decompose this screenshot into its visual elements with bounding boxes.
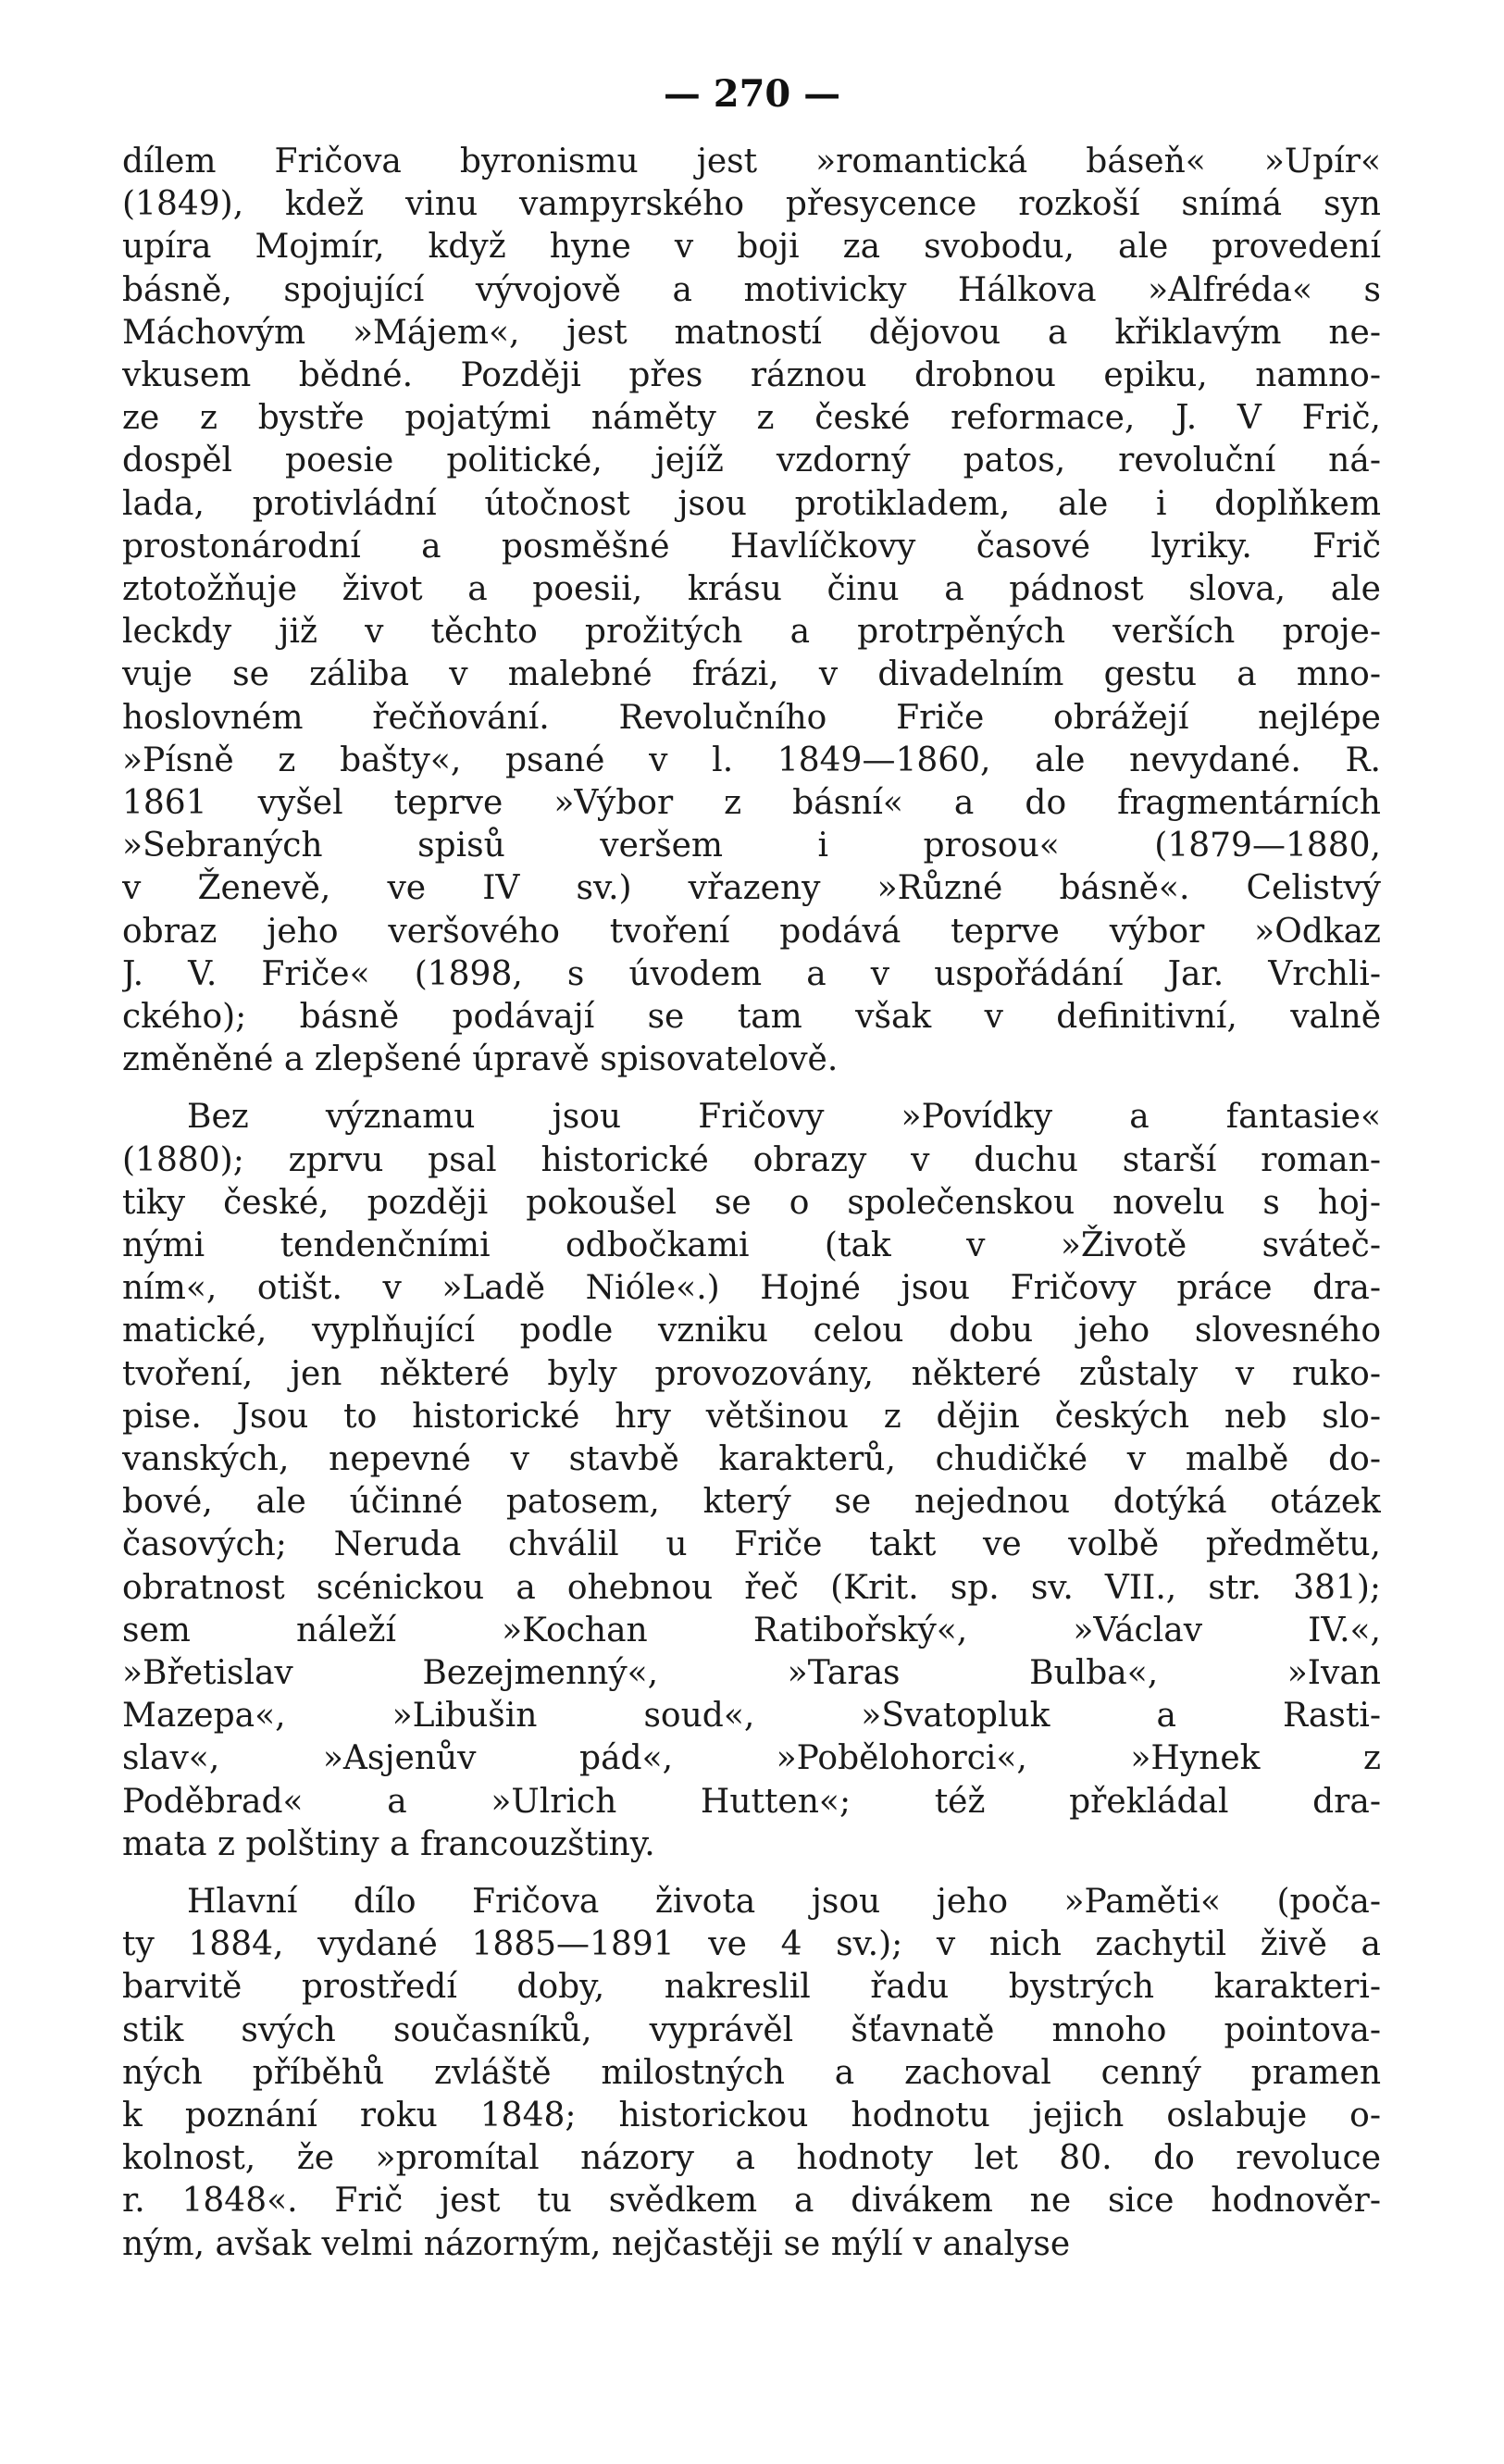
- text-line: Hlavní dílo Fričova života jsou jeho »Paměti« (poča-: [187, 1883, 1381, 1921]
- text-line: Máchovým »Májem«, jest matností dějovou a křiklavým ne-: [122, 313, 1381, 352]
- text-line: ckého); básně podávají se tam však v definitivní, valně: [122, 998, 1381, 1036]
- text-line: »Písně z bašty«, psané v l. 1849—1860, ale nevydané. R.: [122, 740, 1381, 779]
- text-line: ty 1884, vydané 1885—1891 ve 4 sv.); v nich zachytil živě a: [122, 1925, 1381, 1964]
- text-line: Mazepa«, »Libušin soud«, »Svatopluk a Rasti-: [122, 1697, 1381, 1736]
- text-line: ných příběhů zvláště milostných a zachoval cenný pramen: [122, 2053, 1381, 2092]
- text-line: k poznání roku 1848; historickou hodnotu jejich oslabuje o-: [122, 2097, 1381, 2134]
- text-line: vanských, nepevné v stavbě karakterů, chudičké v malbě do-: [122, 1440, 1381, 1478]
- text-line: vkusem bědné. Později přes ráznou drobnou epiku, namno-: [122, 356, 1381, 394]
- text-line: sem náleží »Kochan Ratibořský«, »Václav IV.«,: [122, 1611, 1381, 1649]
- text-line: »Sebraných spisů veršem i prosou« (1879—1880,: [122, 827, 1381, 865]
- text-line: časových; Neruda chválil u Friče takt ve volbě předmětu,: [122, 1525, 1381, 1564]
- text-line: »Břetislav Bezejmenný«, »Taras Bulba«, »Ivan: [122, 1654, 1381, 1692]
- text-line: leckdy již v těchto prožitých a protrpěných verších proje-: [122, 613, 1381, 652]
- text-line: r. 1848«. Frič jest tu svědkem a divákem ne sice hodnověr-: [122, 2182, 1381, 2221]
- text-line: slav«, »Asjenův pád«, »Pobělohorci«, »Hynek z: [122, 1739, 1381, 1778]
- text-line: kolnost, že »promítal názory a hodnoty let 80. do revoluce: [122, 2139, 1381, 2178]
- text-line: ze z bystře pojatými náměty z české reformace, J. V Frič,: [122, 399, 1381, 438]
- text-line: dospěl poesie politické, jejíž vzdorný patos, revoluční ná-: [122, 442, 1381, 480]
- text-line: pise. Jsou to historické hry většinou z dějin českých neb slo-: [122, 1397, 1381, 1436]
- text-line: hoslovném řečňování. Revolučního Friče obrážejí nejlépe: [122, 698, 1381, 737]
- text-line: změněné a zlepšené úpravě spisovatelově.: [122, 1040, 839, 1079]
- text-line: tvoření, jen některé byly provozovány, některé zůstaly v ruko-: [122, 1354, 1381, 1393]
- text-line: vuje se záliba v malebné frázi, v divadelním gestu a mno-: [122, 655, 1381, 694]
- text-line: upíra Mojmír, když hyne v boji za svobodu, ale provedení: [122, 228, 1381, 267]
- text-line: básně, spojující vývojově a motivicky Hálkova »Alfréda« s: [122, 270, 1381, 309]
- text-line: ním«, otišt. v »Ladě Nióle«.) Hojné jsou Fričovy práce dra-: [122, 1269, 1381, 1308]
- text-line: mata z polštiny a francouzštiny.: [122, 1824, 655, 1863]
- page-number: — 270 —: [663, 72, 841, 116]
- text-line: bové, ale účinné patosem, který se nejednou dotýká otázek: [122, 1483, 1381, 1522]
- text-line: stik svých současníků, vyprávěl šťavnatě mnoho pointova-: [122, 2010, 1381, 2049]
- text-line: dílem Fričova byronismu jest »romantická báseň« »Upír«: [122, 143, 1381, 180]
- text-line: prostonárodní a posměšné Havlíčkovy časové lyriky. Frič: [122, 527, 1381, 566]
- text-line: Poděbrad« a »Ulrich Hutten«; též překládal dra-: [122, 1782, 1381, 1821]
- text-line: lada, protivládní útočnost jsou protikladem, ale i doplňkem: [122, 484, 1381, 523]
- text-line: ným, avšak velmi názorným, nejčastěji se mýlí v analyse: [122, 2224, 1071, 2263]
- text-line: ztotožňuje život a poesii, krásu činu a pádnost slova, ale: [122, 570, 1381, 608]
- text-line: (1880); zprvu psal historické obrazy v duchu starší roman-: [122, 1140, 1381, 1179]
- text-line: obratnost scénickou a ohebnou řeč (Krit. sp. sv. VII., str. 381);: [122, 1568, 1381, 1607]
- text-line: nými tendenčními odbočkami (tak v »Životě sváteč-: [122, 1226, 1381, 1264]
- text-line: Bez významu jsou Fričovy »Povídky a fantasie«: [187, 1098, 1381, 1137]
- text-line: v Ženevě, ve IV sv.) vřazeny »Různé básně«. Celistvý: [122, 869, 1381, 908]
- text-line: tiky české, později pokoušel se o společenskou novelu s hoj-: [122, 1183, 1381, 1222]
- text-line: barvitě prostředí doby, nakreslil řadu bystrých karakteri-: [122, 1968, 1381, 2007]
- text-line: 1861 vyšel teprve »Výbor z básní« a do fragmentárních: [122, 784, 1381, 822]
- text-line: matické, vyplňující podle vzniku celou dobu jeho slovesného: [122, 1312, 1381, 1350]
- text-line: obraz jeho veršového tvoření podává teprve výbor »Odkaz: [122, 912, 1381, 951]
- text-line: J. V. Friče« (1898, s úvodem a v uspořádání Jar. Vrchli-: [122, 954, 1381, 993]
- text-line: (1849), kdež vinu vampyrského přesycence rozkoší snímá syn: [122, 185, 1381, 224]
